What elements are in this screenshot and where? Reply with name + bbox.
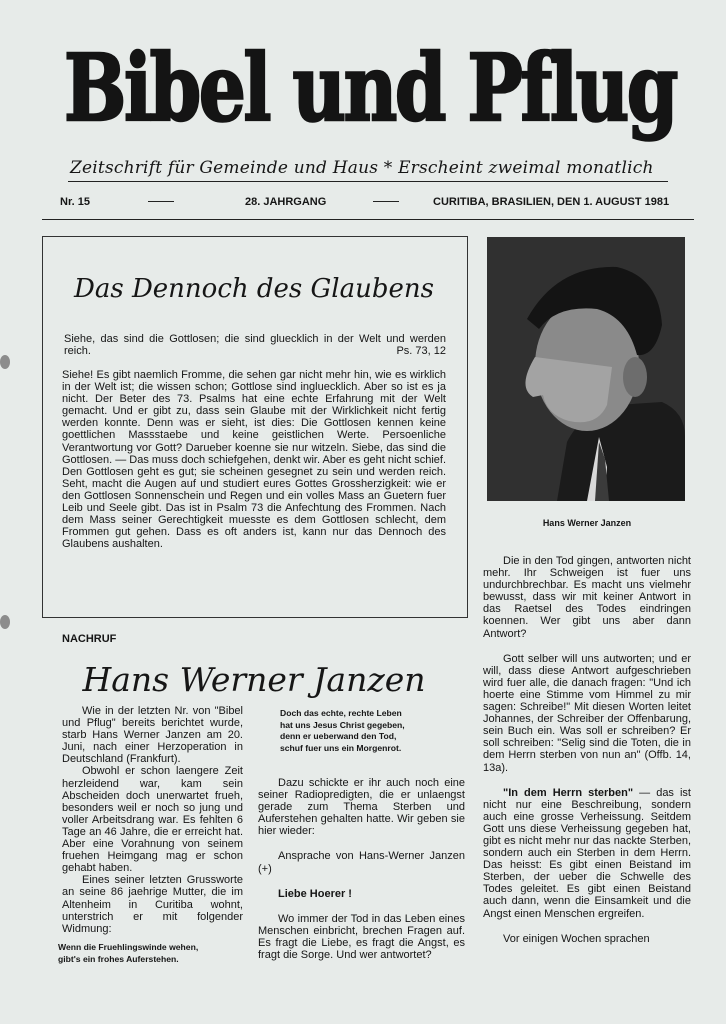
lead-article-title: Das Dennoch des Glaubens: [74, 274, 434, 304]
dedication-poem-continued: [280, 708, 460, 754]
masthead-subtitle: Zeitschrift für Gemeinde und Haus * Erscheint zweimal monatlich: [70, 158, 654, 178]
paragraph: Wo immer der Tod in das Leben eines Menschen einbricht, brechen Fragen auf. Es fragt die Liebe, es fragt die Angst, es fragt die Sorge. Und wer antwortet?: [258, 912, 465, 962]
poem-line: hat uns Jesus Christ gegeben,: [280, 719, 405, 730]
paragraph: Vor einigen Wochen sprachen: [503, 932, 650, 945]
photo-caption: Hans Werner Janzen: [542, 518, 632, 528]
paragraph: "In dem Herrn sterben" — das ist nicht nur eine Beschreibung, sondern auch eine grosse Verheissung. Seitdem Gott uns diese Verheissung gegeben hat, gibt es nicht mehr nur das nackte Sterben, sondern auch ein Sterben in dem Herrn. Das heisst: Es gibt einen Beistand im Sterben, der ueber die Schwelle des Todes geleitet. Es gibt einen Beistand auch dann, wenn die Einsamkeit und die Angst einen Menschen ergreifen.: [483, 786, 691, 920]
binder-hole: [0, 615, 10, 629]
issue-dash: [373, 201, 399, 202]
poem-line: Doch das echte, rechte Leben: [280, 708, 402, 718]
poem-line: schuf fuer uns ein Morgenrot.: [280, 742, 402, 753]
masthead-logo: [60, 22, 680, 150]
paragraph: Obwohl er schon laengere Zeit herzleidend war, kam sein Abscheiden doch unerwartet frueh, besonders weil er noch so jung und voller Arbeitsdrang war. Es fehlten 6 Tage an 46 Jahre, die er erreicht hat. Aber eine Vorahnung von seinem fruehen Heimgang mag er schon gehabt haben.: [62, 765, 243, 875]
paragraph: Gott selber will uns autworten; und er will, dass diese Antwort aufgeschrieben wird fuer alle, die danach fragen: "Und ich hoerte eine Stimme vom Himmel zu mir sagen: Schreibe!" Mit diesen Worten leitet Johannes, der Schreiber der Offenbarung, sein Buch ein. Was soll er schreiben? Er soll schreiben: "Selig sind die Toten, die in dem Herrn sterben von nun an" (Offb. 14, 13a).: [483, 652, 691, 774]
binder-hole: [0, 355, 10, 369]
poem-line: denn er ueberwand den Tod,: [280, 731, 397, 741]
paragraph: Dazu schickte er ihr auch noch eine seiner Radiopredigten, die er unlaengst gerade zum Thema Sterben und Auferstehen gehalten hatte. Wir geben sie hier wieder:: [258, 777, 465, 838]
quote-text: Siehe, das sind die Gottlosen; die sind gluecklich in der Welt und werden reich.: [64, 333, 446, 358]
sermon-greeting: Liebe Hoerer !: [278, 887, 352, 900]
issue-rule: [42, 219, 694, 220]
poem-line: Wenn die Fruehlingswinde wehen,: [58, 942, 199, 952]
issue-number: Nr. 15: [60, 196, 90, 208]
obituary-column-1: [62, 705, 243, 935]
emphasis: "In dem Herrn sterben": [503, 786, 634, 799]
masthead-title: Bibel und Pflug: [64, 34, 678, 142]
obituary-title: Hans Werner Janzen: [82, 660, 426, 699]
portrait-photo: [487, 237, 685, 501]
subtitle-rule: [68, 181, 668, 182]
lead-article-body: Siehe! Es gibt naemlich Fromme, die sehen gar nicht mehr hin, wie es wirklich in der Welt ist; die wissen schon; Gottlose sind ingluecklich. Aber so ist es ja nicht. Der Beter des 73. Psalms hat eine echte Erfahrung mit der Welt gemacht. Und er gibt zu, dass sein Glaube mit der Wirklichkeit nicht fertig werden konnte. Denn was er sieht, ist dies: Die Gottlosen kennen keine goettlichen Massstaebe und keine geistlichen Werte. Persoenliche Verantwortung vor Gott? Darueber koenne sie nur witzeln. Siebe, das sind die Gottlosen. — Das muss doch schiefgehen, denkt wir. Aber es geht nicht schief. Den Gottlosen geht es gut; sie scheinen gesegnet zu sein und werden reich. Seht, macht die Augen auf und studiert eures Gottes Grossherzigkeit: wie er den Gottlosen Sonnenschein und Regen und ein volles Mass an Guetern fuer Leib und Seele gibt. Das ist in Psalm 73 die Anfechtung des Frommen. Nach dem Mass seiner Gerechtigkeit muesste es dem Gottlosen schlecht, dem Frommen gut gehen. Dass es oft anders ist, kann nur das Dennoch des Glaubens aushalten.: [62, 369, 446, 551]
quote-reference: Ps. 73, 12: [396, 345, 446, 358]
paragraph: Eines seiner letzten Grussworte an seine 86 jaehrige Mutter, die im Altenheim in Curitiba wohnt, unterstrich er mit folgender Widmung:: [62, 874, 243, 935]
issue-volume: 28. JAHRGANG: [245, 196, 327, 208]
poem-line: gibt's ein frohes Auferstehen.: [58, 953, 179, 964]
dedication-poem: [58, 942, 243, 965]
obituary-column-3: [483, 555, 691, 945]
lead-article-quote: [64, 333, 446, 357]
obituary-column-2: [258, 777, 465, 961]
paragraph: Wie in der letzten Nr. von "Bibel und Pflug" bereits berichtet wurde, starb Hans Werner Janzen am 20. Juni, nach einer Herzoperation in Deutschland (Frankfurt).: [62, 705, 243, 766]
paragraph: Die in den Tod gingen, antworten nicht mehr. Ihr Schweigen ist fuer uns undurchbrechbar. Es macht uns vielmehr bewusst, dass wir mit keiner Antwort in das Raetsel des Todes eindringen koennen. Wer gibt uns aber dann Antwort?: [483, 555, 691, 640]
obituary-kicker: NACHRUF: [62, 633, 117, 645]
issue-place-date: CURITIBA, BRASILIEN, DEN 1. AUGUST 1981: [433, 196, 670, 208]
paragraph: Ansprache von Hans-Werner Janzen (+): [258, 850, 465, 875]
issue-dash: [148, 201, 174, 202]
